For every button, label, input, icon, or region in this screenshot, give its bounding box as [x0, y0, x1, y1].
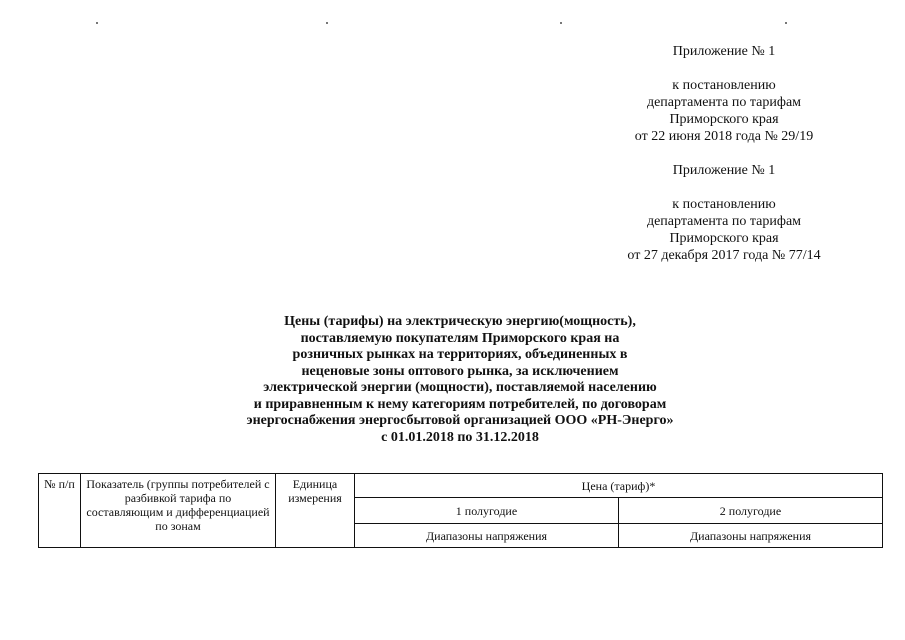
annex-block-2 [612, 162, 836, 264]
scan-speck [785, 22, 787, 24]
annex-line: Приморского края [669, 112, 779, 127]
title-line: электрической энергии (мощности), поставляемой населению [263, 380, 657, 395]
title-line: и приравненным к нему категориям потребителей, по договорам [253, 396, 667, 412]
title-line: Цены (тарифы) на электрическую энергию(мощность), [284, 314, 636, 329]
header-number: № п/п [39, 474, 81, 548]
header-price: Цена (тариф)* [355, 474, 883, 498]
header-voltage-1: Диапазоны напряжения [355, 524, 619, 548]
annex-line: к постановлению [672, 197, 776, 212]
annex-line: от 27 декабря 2017 года № 77/14 [627, 248, 821, 263]
header-half-2: 2 полугодие [619, 498, 883, 524]
scan-speck [96, 22, 98, 24]
header-half-1: 1 полугодие [355, 498, 619, 524]
title-line: энергоснабжения энергосбытовой организацией ООО «РН-Энерго» [246, 413, 674, 428]
annex-line: Приморского края [669, 231, 779, 246]
annex-line: департамента по тарифам [646, 214, 802, 229]
annex-line: от 22 июня 2018 года № 29/19 [634, 129, 814, 144]
header-unit: Единица измерения [276, 474, 355, 548]
title-line: розничных рынках на территориях, объединенных в [292, 347, 628, 362]
annex-line: департамента по тарифам [646, 95, 802, 110]
annex-block-1 [612, 43, 836, 145]
title-line: неценовые зоны оптового рынка, за исключением [301, 363, 619, 379]
title-line: поставляемую покупателям Приморского края на [300, 330, 620, 346]
annex-line: к постановлению [672, 78, 776, 93]
document-title [200, 314, 720, 446]
title-line: с 01.01.2018 по 31.12.2018 [381, 429, 539, 445]
header-indicator: Показатель (группы потребителей с разбивкой тарифа по составляющим и дифференциацией по зонам [81, 474, 276, 548]
tariff-table [38, 473, 883, 548]
scan-speck [560, 22, 562, 24]
table-header-row [39, 474, 883, 498]
annex-heading: Приложение № 1 [672, 163, 776, 178]
header-voltage-2: Диапазоны напряжения [619, 524, 883, 548]
annex-heading: Приложение № 1 [672, 44, 776, 59]
scan-speck [326, 22, 328, 24]
